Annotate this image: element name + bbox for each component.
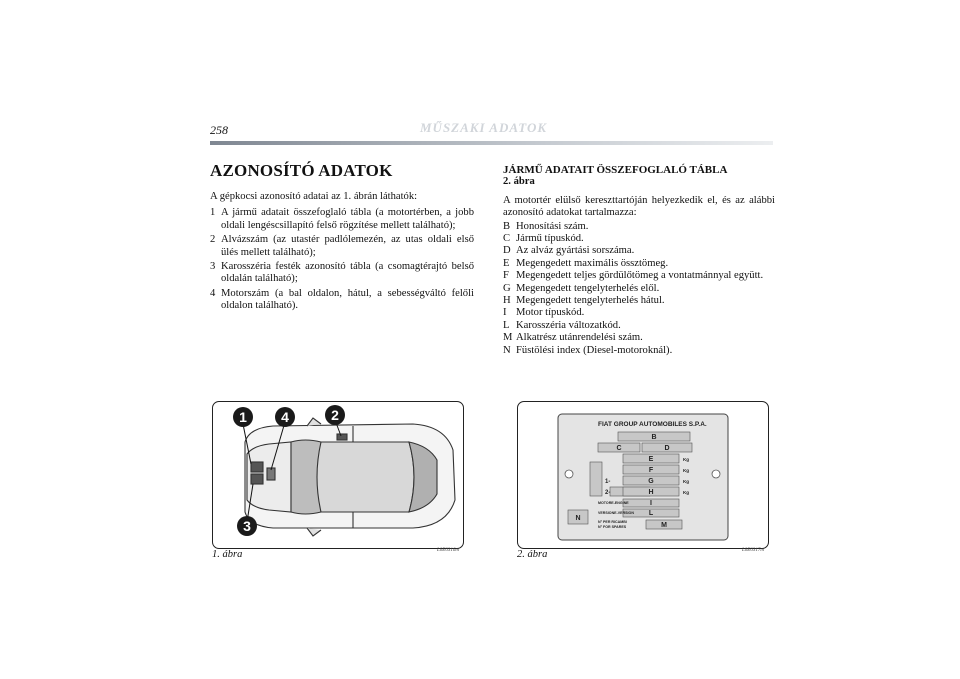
plate-field-d: D — [664, 445, 670, 452]
figure1-code: L0E0316m — [437, 548, 459, 553]
figure-data-plate — [517, 401, 769, 549]
code-letter: L — [503, 319, 510, 331]
right-column — [503, 160, 775, 357]
code-letter: M — [503, 332, 513, 344]
figure1-caption: 1. ábra — [212, 549, 243, 560]
plate-intro-text: A motortér elülső kereszttartóján helyezkedik el, és az alábbi azonosító adatokat tartalmazza: — [503, 194, 775, 219]
code-text: Füstölési index (Diesel-motoroknál). — [516, 344, 673, 356]
code-text: Alkatrész utánrendelési szám. — [516, 332, 643, 344]
plate-field-c: C — [616, 445, 622, 452]
figure-car-top-view — [212, 401, 464, 549]
figure2-code: L0E0317m — [742, 548, 764, 553]
code-text: Az alváz gyártási sorszáma. — [516, 245, 635, 257]
page-title: AZONOSÍTÓ ADATOK — [210, 161, 393, 180]
list-item — [210, 261, 474, 286]
data-plate-illustration — [518, 402, 768, 548]
intro-text: A gépkocsi azonosító adatai az 1. ábrán láthatók: — [210, 191, 418, 202]
code-text: Karosszéria változatkód. — [516, 319, 621, 331]
code-letter: B — [503, 220, 511, 232]
code-letter: G — [503, 282, 511, 294]
left-column — [210, 160, 474, 315]
list-item-number: 3 — [210, 261, 216, 273]
list-item-number: 4 — [210, 287, 216, 299]
list-item — [210, 234, 474, 259]
code-text: Megengedett tengelyterhelés elől. — [516, 282, 660, 294]
plate-unit-e: Kg — [683, 457, 689, 462]
code-text: Jármű típuskód. — [516, 233, 584, 245]
marker-2 — [325, 405, 345, 425]
marker-4 — [275, 407, 295, 427]
figure-reference: 2. ábra — [503, 176, 535, 188]
plate-field-l: L — [648, 510, 654, 517]
code-row — [503, 233, 775, 245]
code-letter: D — [503, 245, 511, 257]
car-illustration — [213, 402, 463, 548]
code-text: Megengedett teljes gördülőtömeg a vontatmánnyal együtt. — [516, 270, 764, 282]
plate-field-h: H — [648, 489, 654, 496]
plate-version-label: VERSIONE-VERSION — [598, 511, 634, 515]
code-row — [503, 332, 775, 344]
code-row — [503, 221, 775, 233]
code-row — [503, 295, 775, 307]
plate-axle-1: 1- — [605, 479, 611, 485]
svg-text:3: 3 — [243, 518, 251, 534]
marker-3 — [237, 516, 257, 536]
code-text: Honosítási szám. — [516, 220, 589, 232]
svg-text:2: 2 — [331, 407, 339, 423]
plate-engine-label: MOTORE-ENGINE — [598, 501, 629, 505]
section-heading: JÁRMŰ ADATAIT ÖSSZEFOGLALÓ TÁBLA — [503, 164, 728, 176]
section-title: MŰSZAKI ADATOK — [420, 120, 548, 135]
code-row — [503, 270, 775, 282]
code-row — [503, 345, 775, 357]
plate-unit-g: Kg — [683, 479, 689, 484]
plate-field-m: M — [661, 522, 667, 529]
code-row — [503, 307, 775, 319]
plate-field-n: N — [575, 515, 581, 522]
plate-unit-f: Kg — [683, 468, 689, 473]
code-letter: C — [503, 233, 511, 245]
code-row — [503, 283, 775, 295]
plate-axle-2: 2- — [605, 490, 611, 496]
plate-field-b: B — [651, 434, 657, 441]
plate-field-i: I — [650, 500, 652, 507]
code-text: Megengedett maximális össztömeg. — [516, 257, 669, 269]
plate-field-f: F — [648, 467, 654, 474]
code-letter: I — [503, 307, 507, 319]
marker-1 — [233, 407, 253, 427]
code-row — [503, 258, 775, 270]
plate-field-g: G — [648, 478, 654, 485]
header-rule — [210, 141, 773, 145]
code-row — [503, 245, 775, 257]
plate-field-e: E — [648, 456, 654, 463]
page-number: 258 — [210, 123, 228, 137]
list-item-number: 1 — [210, 207, 216, 219]
code-letter: E — [503, 257, 510, 269]
code-text: Megengedett tengelyterhelés hátul. — [516, 295, 665, 307]
code-letter: F — [503, 270, 509, 282]
figure2-caption: 2. ábra — [517, 549, 548, 560]
list-item-number: 2 — [210, 234, 216, 246]
svg-text:4: 4 — [281, 409, 289, 425]
code-row — [503, 320, 775, 332]
plate-unit-h: Kg — [683, 490, 689, 495]
code-list — [503, 221, 775, 357]
plate-header: FIAT GROUP AUTOMOBILES S.P.A. — [598, 421, 707, 428]
code-text: Motor típuskód. — [516, 307, 585, 319]
code-letter: H — [503, 295, 511, 307]
plate-spares-label-2: N° FOR SPARES — [598, 525, 627, 529]
list-item-text: Alvázszám (az utastér padlólemezén, az utas oldali első ülés mellett található); — [221, 234, 474, 258]
code-letter: N — [503, 344, 511, 356]
list-item-text: Karosszéria festék azonosító tábla (a csomagtérajtó belső oldalán található); — [221, 261, 474, 285]
list-item-text: Motorszám (a bal oldalon, hátul, a sebességváltó felőli oldalon található). — [221, 287, 474, 312]
list-item — [210, 207, 474, 232]
identification-list — [210, 207, 474, 312]
list-item-text: A jármű adatait összefoglaló tábla (a motortérben, a jobb oldali lengéscsillapító felső rögzítése mellett található); — [221, 207, 474, 231]
plate-spares-label-1: N° PER RICAMBI — [598, 520, 627, 524]
list-item — [210, 288, 474, 313]
svg-text:1: 1 — [239, 409, 247, 425]
